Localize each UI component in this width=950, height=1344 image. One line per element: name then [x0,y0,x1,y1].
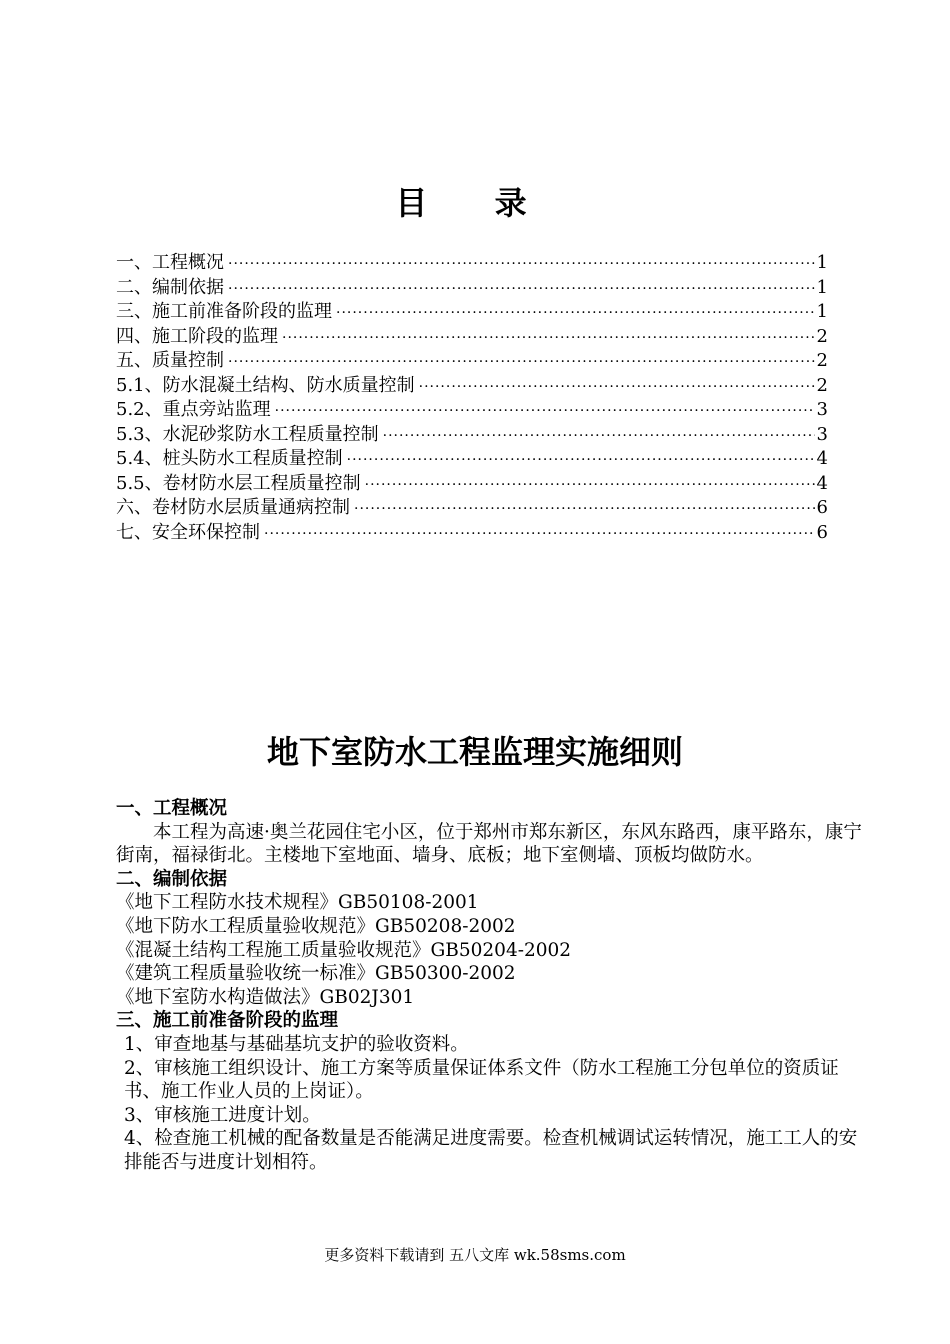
toc-leader-dots [354,497,815,522]
toc-item-page: 6 [816,521,828,543]
section-heading-preparation: 三、施工前准备阶段的监理 [116,1010,339,1032]
toc-item-label: 一、工程概况 [116,252,224,273]
toc-item-label: 5.2、重点旁站监理 [116,399,271,420]
toc-item[interactable] [116,472,828,497]
toc-item[interactable] [116,325,828,350]
toc-item-label: 5.5、卷材防水层工程质量控制 [116,472,361,494]
toc-item[interactable] [116,349,828,374]
toc-item-page: 3 [816,423,828,445]
reference-item: 《混凝土结构工程施工质量验收规范》GB50204-2002 [116,939,572,961]
toc-item[interactable] [116,398,828,423]
toc-leader-dots [347,448,815,473]
reference-item: 《地下室防水构造做法》GB02J301 [116,986,415,1008]
document-body [116,797,866,1175]
toc-item[interactable] [116,251,828,276]
toc-leader-dots [383,424,815,449]
toc-item-label: 七、安全环保控制 [116,521,260,543]
toc-leader-dots [275,399,815,424]
toc-item-page: 4 [816,448,828,469]
document-title: 地下室防水工程监理实施细则 [266,733,683,771]
section-heading-overview: 一、工程概况 [116,798,228,819]
toc-item[interactable] [116,276,828,301]
toc-leader-dots [228,252,815,277]
toc-leader-dots [228,277,815,302]
toc-title: 目 录 [395,184,555,222]
toc-item-label: 5.3、水泥砂浆防水工程质量控制 [116,423,379,445]
toc-item-label: 5.4、桩头防水工程质量控制 [116,448,343,469]
toc-item-label: 二、编制依据 [116,276,224,298]
toc-item-label: 三、施工前准备阶段的监理 [116,301,332,322]
toc-leader-dots [282,326,815,351]
toc-item-page: 1 [816,301,828,322]
toc-list [116,251,828,545]
toc-leader-dots [336,301,815,326]
footer-text: 更多资料下载请到 五八文库 wk.58sms.com [324,1246,626,1264]
toc-item[interactable] [116,300,828,325]
toc-item-page: 1 [816,252,828,273]
toc-item-page: 1 [816,276,828,298]
toc-item-page: 2 [816,350,828,371]
toc-item[interactable] [116,521,828,546]
toc-leader-dots [365,473,815,498]
reference-item: 《地下防水工程质量验收规范》GB50208-2002 [116,915,516,937]
toc-item-label: 5.1、防水混凝土结构、防水质量控制 [116,374,415,396]
toc-item-label: 五、质量控制 [116,350,224,371]
toc-leader-dots [264,522,815,547]
toc-leader-dots [228,350,815,375]
toc-item-page: 2 [816,374,828,396]
toc-item-page: 4 [816,472,828,494]
reference-item: 《地下工程防水技术规程》GB50108-2001 [116,892,479,914]
toc-item[interactable] [116,496,828,521]
toc-item[interactable] [116,447,828,472]
reference-item: 《建筑工程质量验收统一标准》GB50300-2002 [116,963,516,985]
toc-item-page: 6 [816,497,828,518]
preparation-item: 1、审查地基与基础基坑支护的验收资料。 [124,1033,469,1055]
overview-paragraph: 本工程为高速·奥兰花园住宅小区，位于郑州市郑东新区，东风东路西，康平路东，康宁街南，福禄街北。主楼地下室地面、墙身、底板；地下室侧墙、顶板均做防水。 [116,821,862,867]
toc-item-page: 2 [816,325,828,347]
section-heading-basis: 二、编制依据 [116,868,228,890]
toc-item-label: 六、卷材防水层质量通病控制 [116,497,350,518]
toc-item-label: 四、施工阶段的监理 [116,325,278,347]
preparation-item: 4、检查施工机械的配备数量是否能满足进度需要。检查机械调试运转情况，施工工人的安排能否与进度计划相符。 [124,1128,858,1173]
toc-item-page: 3 [816,399,828,420]
toc-leader-dots [419,375,815,400]
toc-item[interactable] [116,374,828,399]
toc-item[interactable] [116,423,828,448]
preparation-item: 3、审核施工进度计划。 [124,1104,321,1126]
preparation-item: 2、审核施工组织设计、施工方案等质量保证体系文件（防水工程施工分包单位的资质证书、施工作业人员的上岗证）。 [124,1057,839,1103]
